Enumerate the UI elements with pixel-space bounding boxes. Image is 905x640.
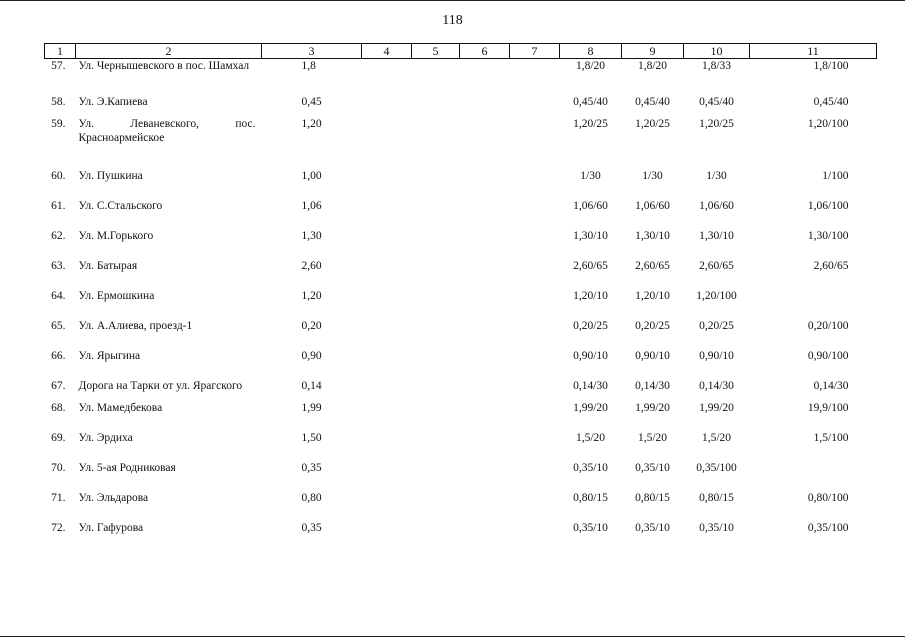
col-9-value: 1,20/25 bbox=[635, 117, 670, 130]
col-5-cell bbox=[412, 379, 460, 401]
table-row bbox=[45, 379, 877, 401]
col-6-cell bbox=[460, 461, 510, 491]
col-10-value: 2,60/65 bbox=[699, 259, 734, 272]
header-col-5: 5 bbox=[412, 44, 460, 59]
street-name: Ул. Пушкина bbox=[78, 169, 143, 182]
col-4-cell bbox=[362, 259, 412, 289]
col-8-value: 0,45/40 bbox=[573, 95, 608, 108]
length-value: 1,20 bbox=[301, 289, 322, 302]
col-9-value: 0,35/10 bbox=[635, 521, 670, 534]
col-5-cell bbox=[412, 199, 460, 229]
col-11-value: 0,45/40 bbox=[813, 95, 849, 108]
col-4-cell bbox=[362, 379, 412, 401]
table-row bbox=[45, 59, 877, 95]
col-10-value: 1,06/60 bbox=[699, 199, 734, 212]
length-value: 1,99 bbox=[301, 401, 322, 414]
col-11-value: 0,35/100 bbox=[807, 521, 849, 534]
col-6-cell bbox=[460, 95, 510, 117]
col-8-value: 2,60/65 bbox=[573, 259, 608, 272]
col-5-cell bbox=[412, 117, 460, 169]
row-number: 62. bbox=[51, 229, 66, 242]
header-row bbox=[45, 44, 877, 59]
header-col-2: 2 bbox=[76, 44, 262, 59]
col-4-cell bbox=[362, 59, 412, 95]
row-number: 71. bbox=[51, 491, 66, 504]
header-col-10: 10 bbox=[684, 44, 750, 59]
col-8-value: 1,20/10 bbox=[573, 289, 608, 302]
street-name: Ул. 5-ая Родниковая bbox=[78, 461, 176, 474]
col-4-cell bbox=[362, 491, 412, 521]
col-5-cell bbox=[412, 289, 460, 319]
col-8-value: 0,35/10 bbox=[573, 521, 608, 534]
col-9-value: 0,90/10 bbox=[635, 349, 670, 362]
col-4-cell bbox=[362, 349, 412, 379]
col-9-value: 0,14/30 bbox=[635, 379, 670, 392]
page-number: 118 bbox=[442, 13, 463, 28]
street-name: Дорога на Тарки от ул. Ярагского bbox=[78, 379, 243, 392]
table-row bbox=[45, 491, 877, 521]
col-7-cell bbox=[510, 117, 560, 169]
col-6-cell bbox=[460, 319, 510, 349]
col-10-value: 1,8/33 bbox=[701, 60, 732, 72]
row-number: 66. bbox=[51, 349, 66, 362]
col-10-value: 1,5/20 bbox=[701, 431, 732, 444]
table-row bbox=[45, 229, 877, 259]
header-col-8: 8 bbox=[560, 44, 622, 59]
col-9-value: 1,5/20 bbox=[637, 431, 668, 444]
col-7-cell bbox=[510, 319, 560, 349]
col-5-cell bbox=[412, 461, 460, 491]
street-name: Ул. А.Алиева, проезд-1 bbox=[78, 319, 193, 332]
col-7-cell bbox=[510, 461, 560, 491]
header-col-11: 11 bbox=[750, 44, 877, 59]
col-4-cell bbox=[362, 199, 412, 229]
col-7-cell bbox=[510, 229, 560, 259]
col-8-value: 0,35/10 bbox=[573, 461, 608, 474]
street-name: Ул. Гафурова bbox=[78, 521, 144, 534]
col-9-value: 2,60/65 bbox=[635, 259, 670, 272]
col-10-value: 1,20/100 bbox=[696, 289, 737, 302]
col-4-cell bbox=[362, 401, 412, 431]
col-4-cell bbox=[362, 95, 412, 117]
col-9-value: 1,20/10 bbox=[635, 289, 670, 302]
length-value: 2,60 bbox=[301, 259, 322, 272]
col-5-cell bbox=[412, 491, 460, 521]
col-8-value: 1,20/25 bbox=[573, 117, 608, 130]
scan-edge-bottom bbox=[0, 636, 905, 637]
col-5-cell bbox=[412, 259, 460, 289]
table-row bbox=[45, 95, 877, 117]
col-10-value: 0,90/10 bbox=[699, 349, 734, 362]
col-10-value: 0,14/30 bbox=[699, 379, 734, 392]
row-number: 70. bbox=[51, 461, 66, 474]
col-9-value: 1,99/20 bbox=[635, 401, 670, 414]
street-name: Ул. М.Горького bbox=[78, 229, 154, 242]
col-10-value: 0,35/100 bbox=[696, 461, 737, 474]
col-6-cell bbox=[460, 349, 510, 379]
col-5-cell bbox=[412, 229, 460, 259]
col-6-cell bbox=[460, 259, 510, 289]
length-value: 1,20 bbox=[301, 117, 322, 130]
table-row bbox=[45, 521, 877, 551]
row-number: 63. bbox=[51, 259, 66, 272]
col-6-cell bbox=[460, 401, 510, 431]
col-9-value: 0,35/10 bbox=[635, 461, 670, 474]
col-7-cell bbox=[510, 379, 560, 401]
row-number: 59. bbox=[51, 117, 66, 130]
length-value: 0,45 bbox=[301, 95, 322, 108]
length-value: 0,14 bbox=[301, 379, 322, 392]
col-4-cell bbox=[362, 169, 412, 199]
col-8-value: 1,30/10 bbox=[573, 229, 608, 242]
col-8-value: 1,06/60 bbox=[573, 199, 608, 212]
col-10-value: 1,20/25 bbox=[699, 117, 734, 130]
length-value: 0,80 bbox=[301, 491, 322, 504]
col-5-cell bbox=[412, 59, 460, 95]
col-7-cell bbox=[510, 169, 560, 199]
col-11-value: 1,5/100 bbox=[813, 431, 849, 444]
header-col-3: 3 bbox=[262, 44, 362, 59]
length-value: 0,90 bbox=[301, 349, 322, 362]
col-8-value: 0,80/15 bbox=[573, 491, 608, 504]
col-11-value: 1,20/100 bbox=[807, 117, 849, 130]
table-row bbox=[45, 319, 877, 349]
col-4-cell bbox=[362, 319, 412, 349]
col-9-value: 0,20/25 bbox=[635, 319, 670, 332]
header-col-4: 4 bbox=[362, 44, 412, 59]
col-9-value: 0,45/40 bbox=[635, 95, 670, 108]
length-value: 1,00 bbox=[301, 169, 322, 182]
col-9-value: 1,30/10 bbox=[635, 229, 670, 242]
col-4-cell bbox=[362, 431, 412, 461]
col-9-value: 0,80/15 bbox=[635, 491, 670, 504]
col-7-cell bbox=[510, 289, 560, 319]
row-number: 67. bbox=[51, 379, 66, 392]
row-number: 58. bbox=[51, 95, 66, 108]
col-6-cell bbox=[460, 169, 510, 199]
length-value: 1,8 bbox=[301, 60, 316, 72]
table-row bbox=[45, 349, 877, 379]
table-row bbox=[45, 431, 877, 461]
table-row bbox=[45, 461, 877, 491]
col-4-cell bbox=[362, 289, 412, 319]
col-7-cell bbox=[510, 259, 560, 289]
row-number: 69. bbox=[51, 431, 66, 444]
col-5-cell bbox=[412, 95, 460, 117]
col-11-value: 1,06/100 bbox=[807, 199, 849, 212]
col-6-cell bbox=[460, 491, 510, 521]
table-row bbox=[45, 401, 877, 431]
street-name: Ул. Э.Капиева bbox=[78, 95, 148, 108]
header-col-1: 1 bbox=[45, 44, 76, 59]
col-5-cell bbox=[412, 349, 460, 379]
col-7-cell bbox=[510, 491, 560, 521]
col-11-value: 0,20/100 bbox=[807, 319, 849, 332]
length-value: 0,20 bbox=[301, 319, 322, 332]
col-9-value: 1,06/60 bbox=[635, 199, 670, 212]
col-8-value: 0,20/25 bbox=[573, 319, 608, 332]
col-9-value: 1/30 bbox=[642, 169, 663, 182]
street-name: Ул. Ермошкина bbox=[78, 289, 155, 302]
col-11-value: 1/100 bbox=[822, 169, 849, 182]
col-4-cell bbox=[362, 521, 412, 551]
col-11-value bbox=[750, 289, 877, 319]
row-number: 64. bbox=[51, 289, 66, 302]
col-9-value: 1,8/20 bbox=[637, 60, 668, 72]
table-row bbox=[45, 117, 877, 169]
col-11-value: 2,60/65 bbox=[813, 259, 849, 272]
header-col-6: 6 bbox=[460, 44, 510, 59]
col-7-cell bbox=[510, 401, 560, 431]
table-row bbox=[45, 259, 877, 289]
col-5-cell bbox=[412, 431, 460, 461]
col-8-value: 1,99/20 bbox=[573, 401, 608, 414]
col-6-cell bbox=[460, 117, 510, 169]
col-7-cell bbox=[510, 521, 560, 551]
col-7-cell bbox=[510, 349, 560, 379]
street-name: Ул. Батырая bbox=[78, 259, 138, 272]
header-col-9: 9 bbox=[622, 44, 684, 59]
table-row bbox=[45, 169, 877, 199]
col-8-value: 1,5/20 bbox=[575, 431, 606, 444]
col-10-value: 0,80/15 bbox=[699, 491, 734, 504]
length-value: 0,35 bbox=[301, 521, 322, 534]
table-row bbox=[45, 199, 877, 229]
length-value: 0,35 bbox=[301, 461, 322, 474]
col-7-cell bbox=[510, 199, 560, 229]
header-col-7: 7 bbox=[510, 44, 560, 59]
street-name: Ул. Чернышевского в пос. Шамхал bbox=[78, 60, 250, 72]
col-5-cell bbox=[412, 169, 460, 199]
col-6-cell bbox=[460, 431, 510, 461]
col-10-value: 1,99/20 bbox=[699, 401, 734, 414]
col-8-value: 0,14/30 bbox=[573, 379, 608, 392]
street-name: Ул. Леваневского, пос. Красноармейское bbox=[78, 117, 256, 144]
col-11-value: 0,90/100 bbox=[807, 349, 849, 362]
col-7-cell bbox=[510, 431, 560, 461]
col-6-cell bbox=[460, 59, 510, 95]
row-number: 68. bbox=[51, 401, 66, 414]
col-6-cell bbox=[460, 521, 510, 551]
col-6-cell bbox=[460, 199, 510, 229]
col-10-value: 1/30 bbox=[706, 169, 727, 182]
col-6-cell bbox=[460, 229, 510, 259]
col-10-value: 0,45/40 bbox=[699, 95, 734, 108]
col-11-value: 0,14/30 bbox=[813, 379, 849, 392]
col-4-cell bbox=[362, 461, 412, 491]
table-body bbox=[45, 59, 877, 551]
street-name: Ул. Эрдиха bbox=[78, 431, 133, 444]
street-name: Ул. С.Стальского bbox=[78, 199, 163, 212]
road-table bbox=[44, 43, 877, 551]
street-name: Ул. Эльдарова bbox=[78, 491, 149, 504]
col-4-cell bbox=[362, 229, 412, 259]
col-6-cell bbox=[460, 379, 510, 401]
col-5-cell bbox=[412, 401, 460, 431]
row-number: 72. bbox=[51, 521, 66, 534]
length-value: 1,06 bbox=[301, 199, 322, 212]
col-10-value: 0,35/10 bbox=[699, 521, 734, 534]
row-number: 65. bbox=[51, 319, 66, 332]
length-value: 1,30 bbox=[301, 229, 322, 242]
col-5-cell bbox=[412, 319, 460, 349]
col-11-value: 19,9/100 bbox=[807, 401, 849, 414]
street-name: Ул. Мамедбекова bbox=[78, 401, 163, 414]
col-11-value: 1,30/100 bbox=[807, 229, 849, 242]
col-11-value bbox=[750, 461, 877, 491]
col-5-cell bbox=[412, 521, 460, 551]
col-6-cell bbox=[460, 289, 510, 319]
row-number: 60. bbox=[51, 169, 66, 182]
length-value: 1,50 bbox=[301, 431, 322, 444]
col-8-value: 0,90/10 bbox=[573, 349, 608, 362]
col-10-value: 1,30/10 bbox=[699, 229, 734, 242]
col-8-value: 1,8/20 bbox=[575, 60, 606, 72]
col-7-cell bbox=[510, 95, 560, 117]
scan-edge-top bbox=[0, 0, 905, 1]
row-number: 57. bbox=[51, 60, 66, 72]
col-11-value: 0,80/100 bbox=[807, 491, 849, 504]
col-8-value: 1/30 bbox=[580, 169, 601, 182]
street-name: Ул. Ярыгина bbox=[78, 349, 141, 362]
col-10-value: 0,20/25 bbox=[699, 319, 734, 332]
col-7-cell bbox=[510, 59, 560, 95]
table-row bbox=[45, 289, 877, 319]
col-11-value: 1,8/100 bbox=[813, 60, 849, 72]
row-number: 61. bbox=[51, 199, 66, 212]
col-4-cell bbox=[362, 117, 412, 169]
